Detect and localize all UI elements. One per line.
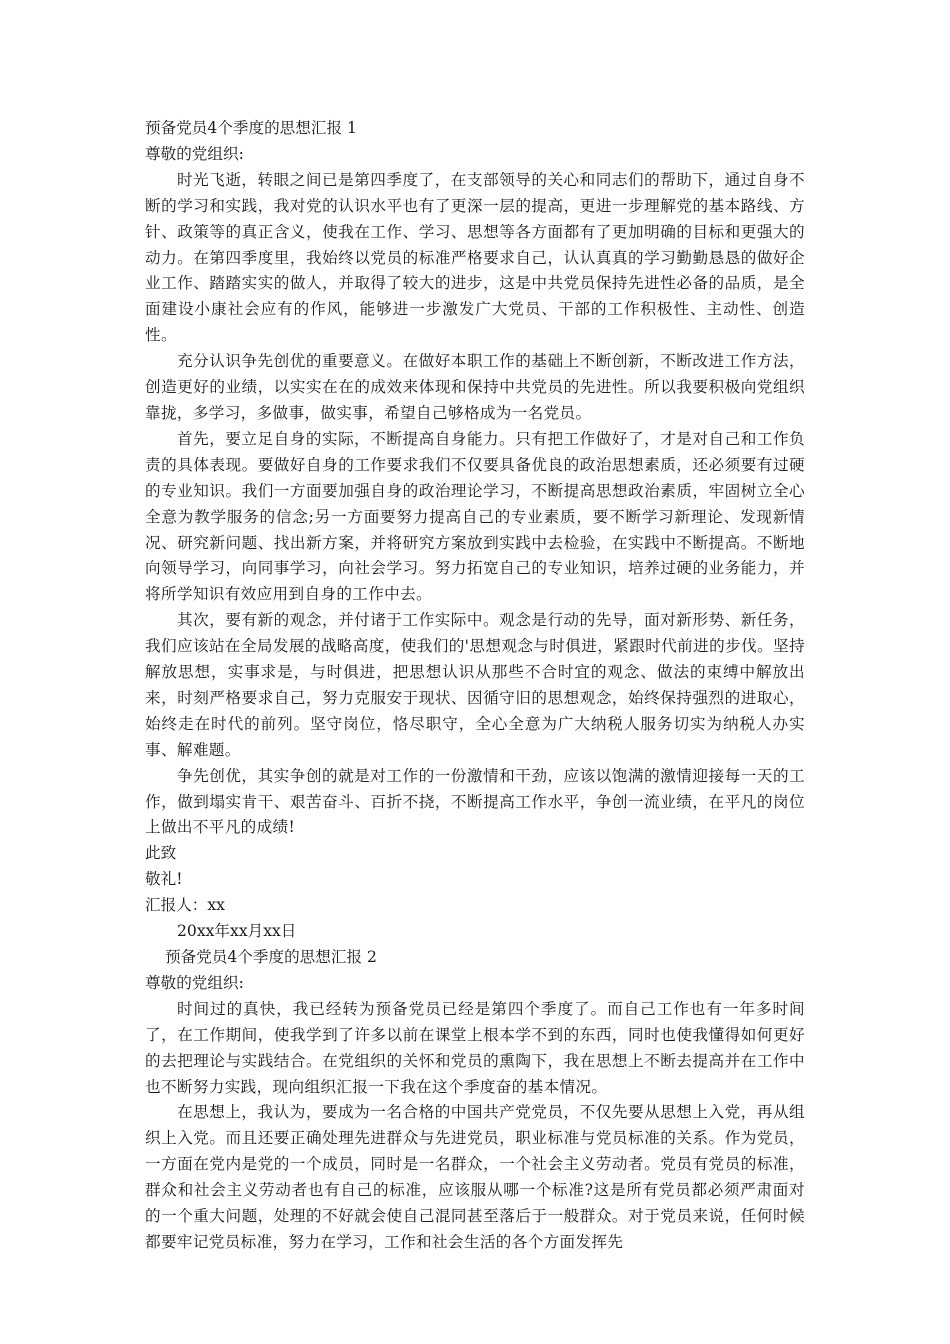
reporter-line: 汇报人：xx [145, 896, 225, 915]
report-date: 20xx年xx月xx日 [177, 922, 297, 941]
paragraph-6: 时间过的真快，我已经转为预备党员已经是第四个季度了。而自己工作也有一年多时间了，在工作期间，使我学到了许多以前在课堂上根本学不到的东西，同时也使我懂得如何更好的去把理论与实践结合。在党组织的关怀和党员的熏陶下，我在思想上不断去提高并在工作中也不断努力实践，现向组织汇报一下我在这个季度奋的基本情况。 [145, 999, 805, 1096]
paragraph-5: 争先创优，其实争创的就是对工作的一份激情和干劲，应该以饱满的激情迎接每一天的工作，做到塌实肯干、艰苦奋斗、百折不挠，不断提高工作水平，争创一流业绩，在平凡的岗位上做出不平凡的成绩! [145, 766, 805, 837]
salutation-1: 尊敬的党组织: [145, 144, 244, 163]
document-title-2: 预备党员4个季度的思想汇报 2 [165, 948, 377, 966]
salutation-2: 尊敬的党组织: [145, 973, 244, 992]
paragraph-7: 在思想上，我认为，要成为一名合格的中国共产党党员，不仅先要从思想上入党，再从组织上入党。而且还要正确处理先进群众与先进党员，职业标准与党员标准的关系。作为党员，一方面在党内是党的一个成员，同时是一名群众，一个社会主义劳动者。党员有党员的标准，群众和社会主义劳动者也有自己的标准，应该服从哪一个标准?这是所有党员都必须严肃面对的一个重大问题，处理的不好就会使自己混同甚至落后于一般群众。对于党员来说，任何时候都要牢记党员标准，努力在学习，工作和社会生活的各个方面发挥先 [145, 1103, 805, 1251]
document-body [145, 116, 805, 1256]
closing-1: 此致 [145, 844, 177, 863]
paragraph-2: 充分认识争先创优的重要意义。在做好本职工作的基础上不断创新，不断改进工作方法，创造更好的业绩，以实实在在的成效来体现和保持中共党员的先进性。所以我要积极向党组织靠拢，多学习，多做事，做实事，希望自己够格成为一名党员。 [145, 352, 805, 422]
closing-2: 敬礼! [145, 870, 183, 889]
document-title-1: 预备党员4个季度的思想汇报 1 [145, 119, 357, 137]
paragraph-4: 其次，要有新的观念，并付诸于工作实际中。观念是行动的先导，面对新形势、新任务，我们应该站在全局发展的战略高度，使我们的'思想观念与时俱进，紧跟时代前进的步伐。坚持解放思想，实事求是，与时俱进，把思想认识从那些不合时宜的观念、做法的束缚中解放出来，时刻严格要求自己，努力克服安于现状、因循守旧的思想观念，始终保持强烈的进取心，始终走在时代的前列。坚守岗位，恪尽职守，全心全意为广大纳税人服务切实为纳税人办实事、解难题。 [145, 611, 805, 759]
paragraph-1: 时光飞逝，转眼之间已是第四季度了，在支部领导的关心和同志们的帮助下，通过自身不断的学习和实践，我对党的认识水平也有了更深一层的提高，更进一步理解党的基本路线、方针、政策等的真正含义，使我在工作、学习、思想等各方面都有了更加明确的目标和更强大的动力。在第四季度里，我始终以党员的标准严格要求自己，认认真真的学习勤勤恳恳的做好企业工作、踏踏实实的做人，并取得了较大的进步，这是中共党员保持先进性必备的品质，是全面建设小康社会应有的作风，能够进一步激发广大党员、干部的工作积极性、主动性、创造性。 [145, 170, 805, 345]
paragraph-3: 首先，要立足自身的实际，不断提高自身能力。只有把工作做好了，才是对自己和工作负责的具体表现。要做好自身的工作要求我们不仅要具备优良的政治思想素质，还必须要有过硬的专业知识。我们一方面要加强自身的政治理论学习，不断提高思想政治素质，牢固树立全心全意为教学服务的信念;另一方面要努力提高自己的专业素质，要不断学习新理论、发现新情况、研究新问题、找出新方案，并将研究方案放到实践中去检验，在实践中不断提高。不断地向领导学习，向同事学习，向社会学习。努力拓宽自己的专业知识，培养过硬的业务能力，并将所学知识有效应用到自身的工作中去。 [145, 429, 805, 604]
